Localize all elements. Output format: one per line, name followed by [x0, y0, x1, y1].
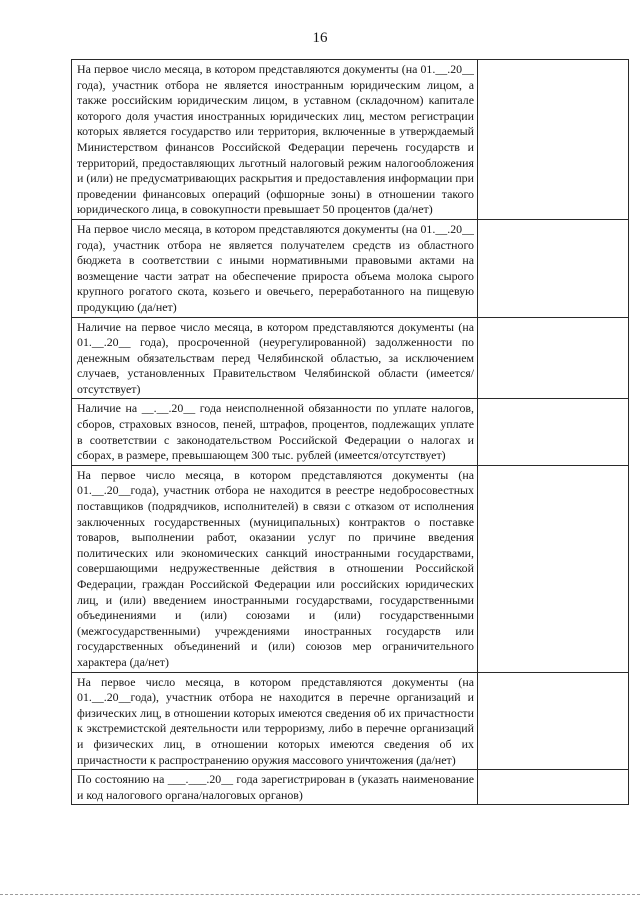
answer-cell[interactable] — [478, 770, 629, 805]
criterion-text: На первое число месяца, в котором представляются документы (на 01.__.20__года), участник отбора не находится в перечне организаций и физических лиц, в отношении которых имеются сведения об их причастности к экстремистской деятельности или терроризму, либо в перечне организаций и физических лиц, в отношении которых имеются сведения об их причастности к распространению оружия массового уничтожения (да/нет) — [72, 672, 478, 770]
page-number: 16 — [312, 30, 328, 46]
answer-cell[interactable] — [478, 672, 629, 770]
answer-cell[interactable] — [478, 317, 629, 399]
table-row — [72, 672, 629, 770]
criterion-text: На первое число месяца, в котором представляются документы (на 01.__.20__ года), участник отбора не является получателем средств из областного бюджета в соответствии с иными нормативными правовыми актами на возмещение части затрат на обеспечение прироста объема молока сырого крупного рогатого скота, козьего и овечьего, переработанного на пищевую продукцию (да/нет) — [72, 219, 478, 317]
criterion-text: По состоянию на ___.___.20__ года зарегистрирован в (указать наименование и код налогового органа/налоговых органов) — [72, 770, 478, 805]
answer-cell[interactable] — [478, 399, 629, 465]
table-row — [72, 219, 629, 317]
eligibility-criteria-table — [71, 59, 629, 805]
answer-cell[interactable] — [478, 60, 629, 220]
criterion-text: Наличие на __.__.20__ года неисполненной обязанности по уплате налогов, сборов, страховых взносов, пеней, штрафов, процентов, подлежащих уплате в соответствии с законодательством Российской Федерации о налогах и сборах, в размере, превышающем 300 тыс. рублей (имеется/отсутствует) — [72, 399, 478, 465]
criterion-text: На первое число месяца, в котором представляются документы (на 01.__.20__года), участник отбора не находится в реестре недобросовестных поставщиков (подрядчиков, исполнителей) в связи с отказом от исполнения заключенных государственных (муниципальных) контрактов о поставке товаров, выполнении работ, оказании услуг по причине введения политических или экономических санкций иностранными государствами, совершающими недружественные действия в отношении Российской Федерации, граждан Российской Федерации или российских юридических лиц, и (или) введением иностранными государствами, государственными объединениями и (или) союзами и (или) государственными (межгосударственными) учреждениями иностранных государств или государственных объединений и (или) союзов мер ограничительного характера (да/нет) — [72, 465, 478, 672]
table-row — [72, 60, 629, 220]
table-row — [72, 770, 629, 805]
table-row — [72, 465, 629, 672]
table-row — [72, 399, 629, 465]
answer-cell[interactable] — [478, 219, 629, 317]
criterion-text: На первое число месяца, в котором представляются документы (на 01.__.20__ года), участник отбора не является иностранным юридическим лицом, а также российским юридическим лицом, в уставном (складочном) капитале которого доля участия иностранных юридических лиц, местом регистрации которых является государство или территория, включенные в утверждаемый Министерством финансов Российской Федерации перечень государств и территорий, предоставляющих льготный налоговый режим налогообложения и (или) не предусматривающих раскрытия и предоставления информации при проведении финансовых операций (офшорные зоны) в отношении такого юридического лица, в совокупности превышает 50 процентов (да/нет) — [72, 60, 478, 220]
table-row — [72, 317, 629, 399]
answer-cell[interactable] — [478, 465, 629, 672]
scan-edge-divider — [0, 894, 640, 895]
criterion-text: Наличие на первое число месяца, в котором представляются документы (на 01.__.20__ года), просроченной (неурегулированной) задолженности по денежным обязательствам перед Челябинской областью, за исключением случаев, установленных Правительством Челябинской области (имеется/отсутствует) — [72, 317, 478, 399]
